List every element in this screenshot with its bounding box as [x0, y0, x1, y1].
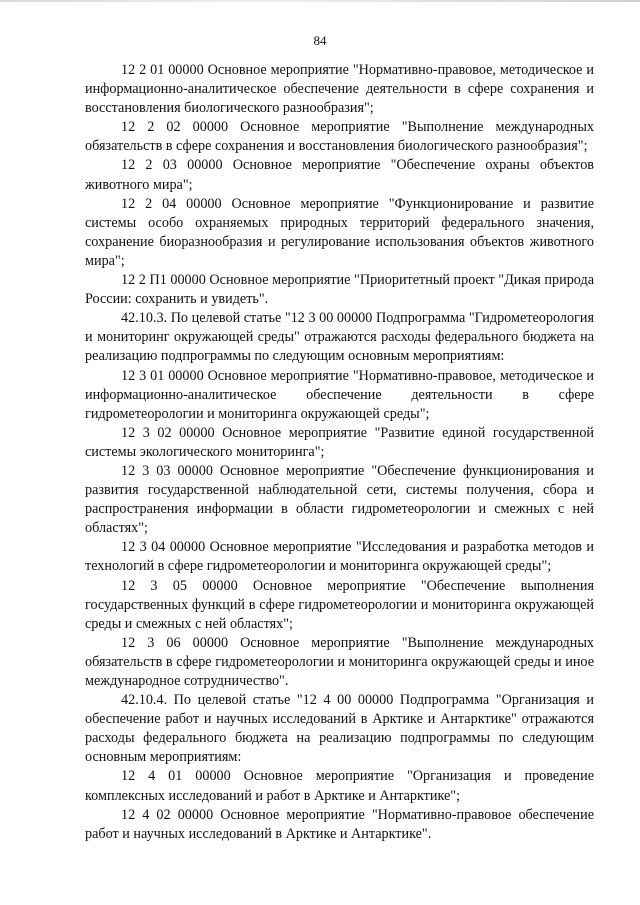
paragraph-12-2-04: 12 2 04 00000 Основное мероприятие "Функционирование и развитие системы особо охраняемых природных территорий федерального значения, сохранение биоразнообразия и регулирование использования объектов животного мира"; — [85, 195, 594, 269]
page-number: 84 — [313, 33, 327, 48]
paragraph-12-2-p1: 12 2 П1 00000 Основное мероприятие "Приоритетный проект "Дикая природа России: сохранить и увидеть". — [85, 272, 594, 308]
scan-edge-line — [0, 0, 640, 2]
paragraph-12-3-03: 12 3 03 00000 Основное мероприятие "Обеспечение функционирования и развития государственной наблюдательной сети, системы получения, сбора и распространения информации в области гидрометеорологии и смежных с ней областях"; — [85, 462, 594, 537]
paragraph-12-3-05: 12 3 05 00000 Основное мероприятие "Обеспечение выполнения государственных функций в сфере гидрометеорологии и мониторинга окружающей среды и смежных с ней областях"; — [85, 577, 594, 632]
document-body — [85, 61, 594, 844]
paragraph-12-3-02: 12 3 02 00000 Основное мероприятие "Развитие единой государственной системы экологического мониторинга"; — [85, 424, 594, 460]
paragraph-12-3-01: 12 3 01 00000 Основное мероприятие "Нормативно-правовое, методическое и информационно-аналитическое обеспечение деятельности в сфере гидрометеорологии и мониторинга окружающей среды"; — [85, 367, 594, 422]
paragraph-section-42-10-4: 42.10.4. По целевой статье "12 4 00 00000 Подпрограмма "Организация и обеспечение работ и научных исследований в Арктике и Антарктике" отражаются расходы федерального бюджета на реализацию подпрограммы по следующим основным мероприятиям: — [85, 692, 594, 766]
paragraph-12-4-02: 12 4 02 00000 Основное мероприятие "Нормативно-правовое обеспечение работ и научных исследований в Арктике и Антарктике". — [85, 806, 594, 842]
paragraph-section-42-10-3: 42.10.3. По целевой статье "12 3 00 00000 Подпрограмма "Гидрометеорология и мониторинг окружающей среды" отражаются расходы федерального бюджета на реализацию подпрограммы по следующим основным мероприятиям: — [85, 310, 594, 365]
paragraph-12-2-01: 12 2 01 00000 Основное мероприятие "Нормативно-правовое, методическое и информационно-аналитическое обеспечение деятельности в сфере сохранения и восстановления биологического разнообразия"; — [85, 62, 594, 117]
paragraph-12-3-04: 12 3 04 00000 Основное мероприятие "Исследования и разработка методов и технологий в сфере гидрометеорологии и мониторинга окружающей среды"; — [85, 539, 594, 575]
paragraph-12-3-06: 12 3 06 00000 Основное мероприятие "Выполнение международных обязательств в сфере гидрометеорологии и мониторинга окружающей среды и иное международное сотрудничество". — [85, 634, 594, 689]
paragraph-12-4-01: 12 4 01 00000 Основное мероприятие "Организация и проведение комплексных исследований и работ в Арктике и Антарктике"; — [85, 768, 594, 804]
paragraph-12-2-02: 12 2 02 00000 Основное мероприятие "Выполнение международных обязательств в сфере сохранения и восстановления биологического разнообразия"; — [85, 119, 594, 155]
paragraph-12-2-03: 12 2 03 00000 Основное мероприятие "Обеспечение охраны объектов животного мира"; — [85, 157, 594, 193]
